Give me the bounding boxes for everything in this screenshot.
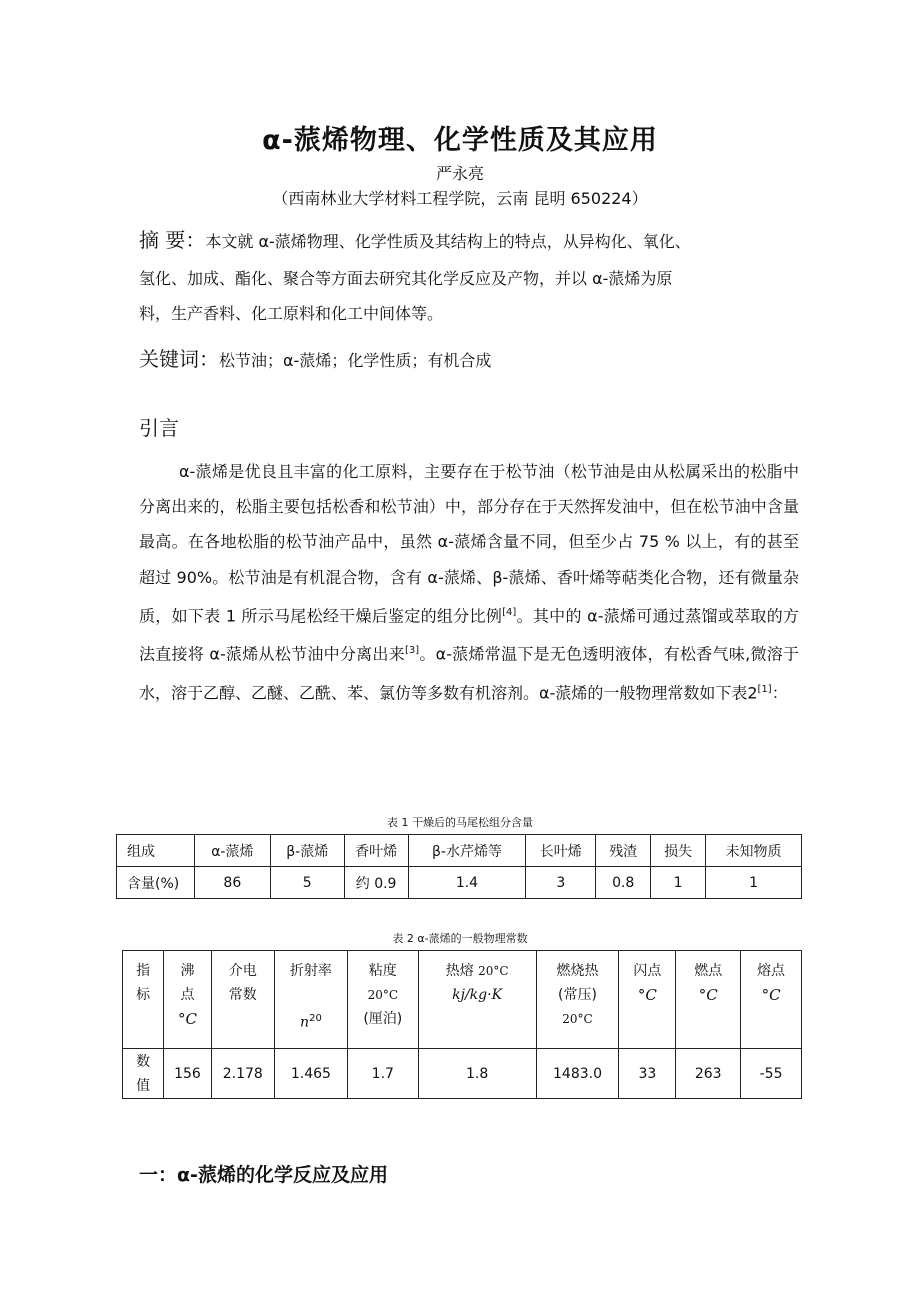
table2-cell: 1.8 (418, 1049, 536, 1099)
table2-cell: 263 (676, 1049, 741, 1099)
ref-1: [1] (757, 683, 772, 695)
abstract-line-3: 料，生产香料、化工原料和化工中间体等。 (139, 304, 444, 323)
table2-header-row (123, 951, 802, 1049)
table1 (116, 834, 802, 899)
ref-3: [3] (404, 645, 420, 657)
table1-cell: 含量(%) (117, 867, 195, 899)
table2-cell: 1483.0 (536, 1049, 619, 1099)
boil-unit: °C (177, 1010, 197, 1028)
keywords-line (139, 343, 491, 372)
intro-text-1: α-蒎烯是优良且丰富的化工原料，主要存在于松节油（松节油是由从松属采出的松脂中分离出来的，松脂主要包括松香和松节油）中，部分存在于天然挥发油中，但在松节油中含量最高。在各地松脂的松节油产品中，虽然 α-蒎烯含量不同，但至少占 75 % 以上，有的甚至超过 90%。松节油是有机混合物，含有 α-蒎烯、β-蒎烯、香叶烯等萜类化合物，还有微量杂质，如下表 1 所示马尾松经干燥后鉴定的组分比例 (139, 462, 799, 626)
table2 (122, 950, 802, 1099)
table1-cell: 1.4 (408, 867, 526, 899)
fire-unit: °C (698, 986, 718, 1004)
table2-header-index (123, 951, 164, 1049)
table2-cell: 33 (619, 1049, 676, 1099)
table2-caption: 表 2 α-蒎烯的一般物理常数 (392, 932, 528, 945)
table1-header-row (117, 835, 802, 867)
melt-unit: °C (761, 986, 781, 1004)
refraction-symbol: n (300, 1014, 310, 1031)
table1-caption: 表 1 干燥后的马尾松组分含量 (387, 816, 533, 829)
intro-text-4: ： (771, 683, 788, 703)
ref-4: [4] (502, 606, 517, 618)
index-label: 指标 (136, 963, 151, 1003)
table2-header-refraction (274, 951, 347, 1049)
table1-header: α-蒎烯 (194, 835, 270, 867)
table2-cell: 156 (164, 1049, 211, 1099)
table1-header: 未知物质 (706, 835, 802, 867)
table2-cell: 1.7 (347, 1049, 418, 1099)
dielectric-label: 介电常数 (228, 963, 257, 1003)
table1-cell: 1 (651, 867, 706, 899)
paper-title: α-蒎烯物理、化学性质及其应用 (262, 125, 658, 156)
viscosity-temp: 20°C (367, 988, 399, 1002)
viscosity-unit: (厘泊) (363, 1011, 403, 1027)
melt-label: 熔点 (757, 963, 786, 979)
abstract-line-2: 氢化、加成、酯化、聚合等方面去研究其化学反应及产物，并以 α-蒎烯为原 (139, 269, 673, 288)
abstract-text-1: 本文就 α-蒎烯物理、化学性质及其结构上的特点，从异构化、氧化、 (205, 232, 691, 251)
heat-temp: 20°C (478, 964, 509, 978)
table1-cell: 1 (706, 867, 802, 899)
table2-data-row (123, 1049, 802, 1099)
refraction-sup: 20 (309, 1013, 322, 1024)
table2-header-flash (619, 951, 676, 1049)
table1-header: 残渣 (596, 835, 651, 867)
abstract-label: 摘 要： (139, 228, 206, 252)
table2-cell (123, 1049, 164, 1099)
table1-header: 香叶烯 (344, 835, 408, 867)
table2-cell: 2.178 (211, 1049, 274, 1099)
intro-text-3: 。α-蒎烯常温下是无色透明液体，有松香气味,微溶于水，溶于乙醇、乙醚、乙酰、苯、氯仿等多数有机溶剂。α-蒎烯的一般物理常数如下表2 (139, 644, 799, 703)
fire-label: 燃点 (694, 963, 723, 979)
boil-label: 沸点 (180, 963, 195, 1003)
keywords-text: 松节油；α-蒎烯；化学性质；有机合成 (219, 351, 492, 370)
table2-header-dielectric (211, 951, 274, 1049)
table2-cell: -55 (741, 1049, 802, 1099)
keywords-label: 关键词： (139, 347, 219, 371)
intro-text-2: 。其中的 α-蒎烯可通过蒸馏或萃取的方法直接将 α-蒎烯从松节油中分离出来 (139, 606, 799, 664)
author-name: 严永亮 (435, 164, 484, 183)
heat-label: 热熔 (445, 963, 474, 979)
table1-data-row (117, 867, 802, 899)
viscosity-label: 粘度 (368, 963, 397, 979)
table1-header: β-水芹烯等 (408, 835, 526, 867)
table1-cell: 约 0.9 (344, 867, 408, 899)
table2-header-heat (418, 951, 536, 1049)
flash-label: 闪点 (633, 963, 662, 979)
table2-header-combustion (536, 951, 619, 1049)
flash-unit: °C (637, 986, 657, 1004)
table1-header: β-蒎烯 (270, 835, 344, 867)
author-affiliation: （西南林业大学材料工程学院，云南 昆明 650224） (272, 189, 648, 208)
table2-header-fire (676, 951, 741, 1049)
table2-cell: 1.465 (274, 1049, 347, 1099)
table1-header: 长叶烯 (526, 835, 596, 867)
table1-cell: 86 (194, 867, 270, 899)
table1-header: 损失 (651, 835, 706, 867)
table1-cell: 3 (526, 867, 596, 899)
table1-cell: 5 (270, 867, 344, 899)
intro-heading: 引言 (139, 416, 179, 440)
combustion-temp: 20°C (562, 1012, 593, 1026)
value-label: 数值 (136, 1053, 151, 1094)
table1-cell: 0.8 (596, 867, 651, 899)
table2-header-melt (741, 951, 802, 1049)
combustion-label: 燃烧热 (556, 963, 599, 979)
table1-header: 组成 (117, 835, 195, 867)
table2-header-viscosity (347, 951, 418, 1049)
intro-paragraph (139, 454, 799, 710)
table2-header-boil (164, 951, 211, 1049)
refraction-label: 折射率 (289, 963, 332, 979)
section-1-heading: 一：α-蒎烯的化学反应及应用 (139, 1164, 388, 1186)
heat-unit: kj/kg·K (452, 987, 503, 1003)
combustion-unit: (常压) (558, 987, 597, 1003)
abstract-line-1 (139, 224, 691, 253)
